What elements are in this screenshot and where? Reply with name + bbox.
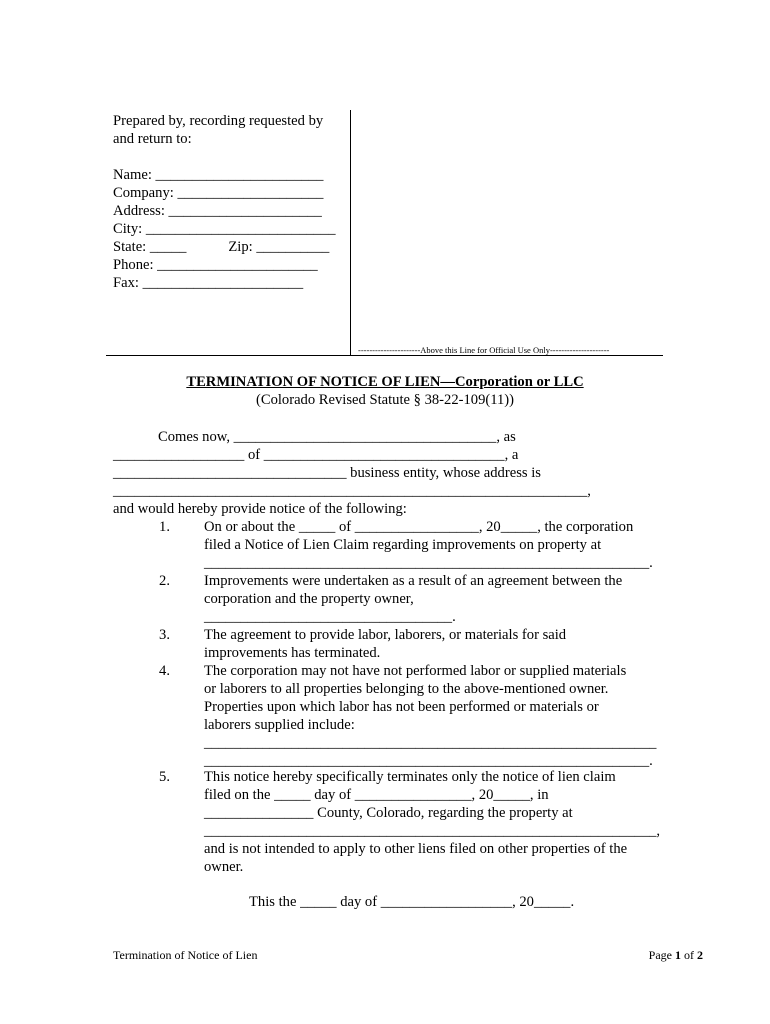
prepared-heading-1: Prepared by, recording requested by: [113, 113, 324, 129]
item-1-line-1: On or about the _____ of _________________, 20_____, the corporation: [204, 519, 634, 535]
footer-title: Termination of Notice of Lien: [113, 948, 258, 962]
official-use-note: ----------------------Above this Line for Official Use Only---------------------: [358, 345, 610, 355]
intro-line-4: _________________________________________________________________,: [113, 483, 591, 499]
item-5-line-6: owner.: [204, 859, 244, 875]
intro-line-5: and would hereby provide notice of the following:: [113, 501, 407, 517]
item-number: 5.: [159, 769, 170, 785]
item-4-line-5: ______________________________________________________________: [204, 735, 657, 751]
page-number: 1: [675, 948, 681, 962]
name-field: Name: _______________________: [113, 167, 324, 183]
item-5-line-2: filed on the _____ day of ________________, 20_____, in: [204, 787, 549, 803]
company-field: Company: ____________________: [113, 185, 324, 201]
state-field: State: _____: [113, 239, 187, 255]
item-1-line-3: _____________________________________________________________.: [204, 555, 653, 571]
item-4-line-3: Properties upon which labor has not been performed or materials or: [204, 699, 599, 715]
closing-date-line: This the _____ day of __________________, 20_____.: [249, 894, 575, 910]
item-4-line-1: The corporation may not have not performed labor or supplied materials: [204, 663, 627, 679]
item-5-line-1: This notice hereby specifically terminates only the notice of lien claim: [204, 769, 616, 785]
intro-line-3: ________________________________ business entity, whose address is: [113, 465, 541, 481]
item-4-line-2: or laborers to all properties belonging to the above-mentioned owner.: [204, 681, 609, 697]
item-2-line-2: corporation and the property owner,: [204, 591, 414, 607]
page-indicator: [560, 948, 703, 963]
item-4-line-4: laborers supplied include:: [204, 717, 355, 733]
phone-field: Phone: ______________________: [113, 257, 318, 273]
address-field: Address: _____________________: [113, 203, 322, 219]
prepared-by-block: [113, 112, 343, 292]
item-3-line-2: improvements has terminated.: [204, 645, 381, 661]
fax-field: Fax: ______________________: [113, 275, 304, 291]
item-4-line-6: _____________________________________________________________.: [204, 753, 653, 769]
state-zip-row: [113, 238, 343, 256]
item-number: 4.: [159, 663, 170, 679]
intro-line-1: Comes now, ____________________________________, as: [158, 429, 516, 445]
document-subtitle: (Colorado Revised Statute § 38-22-109(11)): [255, 392, 515, 408]
zip-field: Zip: __________: [228, 239, 330, 255]
document-title: TERMINATION OF NOTICE OF LIEN—Corporation or LLC: [186, 374, 584, 390]
item-number: 2.: [159, 573, 170, 589]
item-2-line-3: __________________________________.: [204, 609, 456, 625]
item-5-line-3: _______________ County, Colorado, regarding the property at: [204, 805, 573, 821]
city-field: City: __________________________: [113, 221, 336, 237]
item-2-line-1: Improvements were undertaken as a result of an agreement between the: [204, 573, 623, 589]
item-5-line-5: and is not intended to apply to other liens filed on other properties of the: [204, 841, 628, 857]
item-5-line-4: ______________________________________________________________,: [204, 823, 661, 839]
recording-horizontal-divider: [106, 355, 663, 356]
prepared-heading-2: and return to:: [113, 131, 192, 147]
item-number: 3.: [159, 627, 170, 643]
recording-vertical-divider: [350, 110, 351, 355]
item-3-line-1: The agreement to provide labor, laborers, or materials for said: [204, 627, 567, 643]
item-number: 1.: [159, 519, 170, 535]
intro-line-2: __________________ of _________________________________, a: [113, 447, 519, 463]
page-label: Page: [648, 948, 672, 962]
page-total: 2: [697, 948, 703, 962]
of-label: of: [684, 948, 694, 962]
item-1-line-2: filed a Notice of Lien Claim regarding improvements on property at: [204, 537, 602, 553]
